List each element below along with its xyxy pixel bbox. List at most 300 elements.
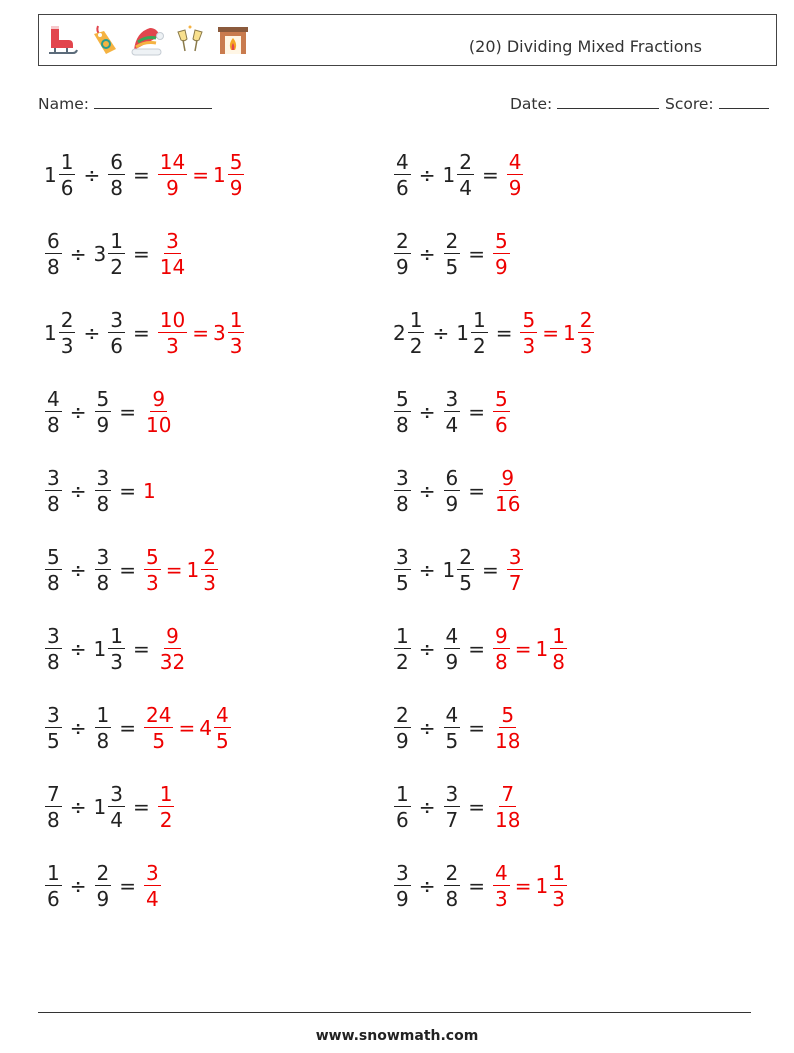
dividend-denominator: 8 (396, 492, 409, 516)
mixed-answer-fraction (214, 705, 231, 751)
answer-numerator: 1 (159, 782, 173, 806)
mixed-answer (213, 310, 245, 356)
problem-row (393, 298, 595, 368)
dividend-numerator: 3 (396, 466, 409, 490)
divisor (443, 547, 475, 593)
mixed-answer-denominator: 8 (552, 650, 565, 674)
mixed-answer-whole: 1 (562, 321, 576, 345)
mixed-answer (187, 547, 219, 593)
problem-row (393, 693, 523, 763)
equals-sign: = (119, 558, 136, 582)
dividend-numerator: 2 (396, 703, 409, 727)
divisor-fraction (444, 231, 461, 277)
divisor-denominator: 8 (96, 729, 110, 753)
dividend-denominator: 9 (396, 255, 409, 279)
dividend (393, 389, 412, 435)
divisor-numerator: 1 (96, 703, 110, 727)
mixed-answer (536, 863, 568, 909)
problem-row (44, 219, 188, 289)
answer (143, 547, 162, 593)
equals-sign: = (192, 321, 209, 345)
divisor-denominator: 9 (445, 492, 459, 516)
answer-fraction (493, 863, 510, 909)
answer-numerator: 5 (501, 703, 515, 727)
dividend-fraction (45, 863, 62, 909)
problem-row (44, 693, 232, 763)
name-field (38, 94, 212, 113)
dividend-numerator: 3 (47, 466, 60, 490)
divisor-fraction (444, 389, 461, 435)
divisor-numerator: 3 (445, 782, 459, 806)
problem-row (44, 851, 162, 921)
divisor-denominator: 5 (459, 571, 472, 595)
divide-sign: ÷ (83, 163, 101, 187)
divide-sign: ÷ (418, 400, 436, 424)
dividend-numerator: 5 (47, 545, 60, 569)
dividend-numerator: 3 (396, 545, 409, 569)
answer (506, 152, 525, 198)
divisor-denominator: 5 (445, 255, 459, 279)
equals-sign: = (192, 163, 209, 187)
answer-numerator: 5 (522, 308, 536, 332)
problem-row (44, 535, 219, 605)
mixed-answer-denominator: 9 (229, 176, 243, 200)
mixed-answer-whole: 1 (186, 558, 200, 582)
divisor-fraction (108, 231, 125, 277)
divide-sign: ÷ (418, 163, 436, 187)
answer-numerator: 4 (508, 150, 522, 174)
answer-fraction (158, 231, 187, 277)
answer (157, 626, 188, 672)
dividend (393, 310, 425, 356)
problem-row (393, 535, 524, 605)
divisor-denominator: 4 (110, 808, 123, 832)
dividend-numerator: 7 (47, 782, 60, 806)
equals-sign: = (132, 637, 150, 661)
dividend (393, 626, 412, 672)
mixed-answer-numerator: 4 (215, 703, 229, 727)
answer-fraction (158, 310, 187, 356)
divisor (94, 468, 113, 514)
mixed-answer (563, 310, 595, 356)
divisor (94, 784, 126, 830)
dividend (393, 231, 412, 277)
equals-sign: = (165, 558, 183, 582)
answer (157, 784, 176, 830)
divisor-denominator: 7 (445, 808, 459, 832)
answer (492, 468, 523, 514)
mixed-answer-numerator: 1 (229, 308, 243, 332)
divisor (443, 152, 475, 198)
divisor (443, 231, 462, 277)
divisor (443, 705, 462, 751)
divide-sign: ÷ (418, 479, 436, 503)
dividend (44, 310, 76, 356)
dividend (44, 705, 63, 751)
divisor (443, 468, 462, 514)
divisor-whole: 1 (93, 637, 107, 661)
divisor-whole: 3 (93, 242, 107, 266)
dividend-fraction (45, 705, 62, 751)
dividend-numerator: 1 (409, 308, 423, 332)
answer-numerator: 9 (166, 624, 179, 648)
dividend-numerator: 4 (47, 387, 60, 411)
mixed-answer-numerator: 1 (552, 861, 565, 885)
date-label: Date: (510, 95, 553, 113)
answer (157, 231, 188, 277)
mixed-answer-denominator: 3 (229, 334, 243, 358)
dividend (393, 547, 412, 593)
divisor-fraction (108, 152, 125, 198)
divisor (443, 784, 462, 830)
divisor-numerator: 2 (445, 861, 459, 885)
dividend-denominator: 6 (396, 176, 409, 200)
answer-denominator: 16 (495, 492, 521, 516)
divisor-fraction (95, 468, 112, 514)
equals-sign: = (119, 479, 136, 503)
divisor-numerator: 3 (110, 782, 123, 806)
answer-fraction (144, 705, 173, 751)
divisor-denominator: 8 (96, 492, 110, 516)
answer (492, 626, 511, 672)
answer-whole: 1 (143, 479, 156, 503)
mixed-answer-whole: 4 (199, 716, 212, 740)
divisor (94, 547, 113, 593)
divisor (443, 863, 462, 909)
divisor (94, 863, 113, 909)
dividend-denominator: 8 (396, 413, 409, 437)
problem-row (393, 140, 524, 210)
divisor-denominator: 9 (96, 413, 110, 437)
problem-row (393, 851, 568, 921)
answer (492, 863, 511, 909)
equals-sign: = (481, 558, 499, 582)
problem-row (44, 298, 245, 368)
date-blank[interactable] (557, 94, 659, 109)
dividend (44, 152, 76, 198)
mixed-answer-numerator: 1 (552, 624, 565, 648)
answer-denominator: 8 (495, 650, 508, 674)
mixed-answer-whole: 1 (535, 637, 549, 661)
dividend (44, 547, 63, 593)
equals-sign: = (468, 795, 485, 819)
answer (157, 310, 188, 356)
divisor-fraction (444, 705, 461, 751)
problem-row (393, 219, 511, 289)
problem-row (393, 456, 523, 526)
answer-fraction (507, 152, 524, 198)
divisor-numerator: 3 (96, 466, 110, 490)
answer-denominator: 9 (166, 176, 179, 200)
answer-numerator: 3 (166, 229, 179, 253)
problem-row (44, 456, 157, 526)
answer-denominator: 6 (495, 413, 508, 437)
dividend-denominator: 2 (409, 334, 423, 358)
dividend-numerator: 1 (396, 624, 409, 648)
divisor-fraction (444, 468, 461, 514)
answer-fraction (158, 152, 187, 198)
dividend-denominator: 6 (396, 808, 409, 832)
divisor-fraction (108, 784, 125, 830)
equals-sign: = (132, 321, 150, 345)
divisor-fraction (457, 152, 474, 198)
dividend-fraction (45, 784, 62, 830)
mixed-answer-fraction (228, 152, 245, 198)
dividend (44, 863, 63, 909)
answer-numerator: 24 (146, 703, 172, 727)
equals-sign: = (514, 637, 532, 661)
dividend (44, 231, 63, 277)
dividend-denominator: 5 (47, 729, 60, 753)
dividend-denominator: 8 (47, 492, 60, 516)
dividend-numerator: 2 (60, 308, 74, 332)
answer-numerator: 3 (146, 861, 159, 885)
dividend-whole: 1 (44, 163, 57, 187)
divide-sign: ÷ (418, 558, 436, 582)
answer-numerator: 5 (495, 387, 508, 411)
dividend-fraction (394, 863, 411, 909)
divisor-denominator: 6 (110, 334, 123, 358)
dividend-fraction (394, 389, 411, 435)
score-blank[interactable] (719, 94, 769, 109)
equals-sign: = (542, 321, 559, 345)
equals-sign: = (468, 874, 485, 898)
equals-sign: = (468, 479, 485, 503)
dividend-numerator: 1 (60, 150, 74, 174)
divide-sign: ÷ (69, 479, 87, 503)
dividend (44, 468, 63, 514)
divisor-whole: 1 (442, 558, 456, 582)
answer-denominator: 7 (508, 571, 522, 595)
dividend-denominator: 2 (396, 650, 409, 674)
divisor-numerator: 4 (445, 703, 459, 727)
divisor (107, 310, 126, 356)
dividend-numerator: 3 (396, 861, 409, 885)
equals-sign: = (119, 716, 136, 740)
answer (519, 310, 538, 356)
answer-numerator: 3 (508, 545, 522, 569)
divisor-fraction (108, 626, 125, 672)
equals-sign: = (481, 163, 499, 187)
mixed-answer (536, 626, 568, 672)
divisor (94, 231, 126, 277)
dividend-fraction (45, 389, 62, 435)
mixed-answer-numerator: 5 (229, 150, 243, 174)
mixed-answer-numerator: 2 (203, 545, 216, 569)
dividend-denominator: 9 (396, 729, 409, 753)
divide-sign: ÷ (69, 242, 87, 266)
divisor-whole: 1 (442, 163, 456, 187)
mixed-answer-numerator: 2 (579, 308, 593, 332)
divisor-fraction (95, 863, 112, 909)
answer-denominator: 2 (159, 808, 173, 832)
mixed-answer-fraction (550, 863, 567, 909)
dividend-whole: 1 (44, 321, 57, 345)
divide-sign: ÷ (69, 716, 87, 740)
divide-sign: ÷ (418, 242, 436, 266)
answer-numerator: 14 (159, 150, 186, 174)
problem-row (44, 377, 174, 447)
answer-numerator: 7 (501, 782, 515, 806)
footer-url[interactable]: www.snowmath.com (315, 1028, 479, 1044)
dividend-numerator: 6 (47, 229, 60, 253)
divisor-whole: 1 (456, 321, 469, 345)
divisor-denominator: 2 (110, 255, 123, 279)
dividend-fraction (59, 152, 76, 198)
answer-denominator: 10 (146, 413, 172, 437)
answer-fraction (144, 547, 161, 593)
answer-numerator: 4 (495, 861, 508, 885)
dividend-numerator: 1 (47, 861, 60, 885)
dividend (393, 152, 412, 198)
divide-sign: ÷ (418, 637, 436, 661)
mixed-answer (213, 152, 245, 198)
divide-sign: ÷ (69, 637, 87, 661)
dividend-numerator: 5 (396, 387, 409, 411)
answer-denominator: 14 (159, 255, 186, 279)
answer (492, 784, 523, 830)
score-field (665, 94, 769, 113)
divisor-numerator: 1 (472, 308, 486, 332)
mixed-answer-denominator: 3 (203, 571, 216, 595)
divisor-numerator: 2 (459, 545, 472, 569)
dividend (393, 468, 412, 514)
divide-sign: ÷ (418, 874, 436, 898)
mixed-answer (199, 705, 231, 751)
dividend-denominator: 6 (47, 887, 60, 911)
answer-denominator: 9 (495, 255, 508, 279)
divisor-numerator: 1 (110, 624, 123, 648)
equals-sign: = (132, 242, 150, 266)
divide-sign: ÷ (83, 321, 101, 345)
mixed-answer-whole: 3 (212, 321, 226, 345)
equals-sign: = (468, 716, 485, 740)
answer (492, 705, 523, 751)
divisor-fraction (108, 310, 125, 356)
dividend (44, 784, 63, 830)
divisor-fraction (444, 626, 461, 672)
answer-numerator: 9 (152, 387, 166, 411)
divisor-denominator: 2 (472, 334, 486, 358)
answer-fraction (493, 626, 510, 672)
dividend-fraction (45, 547, 62, 593)
fireplace-icon (215, 22, 251, 58)
name-blank[interactable] (94, 94, 212, 109)
divisor-denominator: 4 (459, 176, 472, 200)
divide-sign: ÷ (418, 716, 436, 740)
mixed-answer-denominator: 5 (215, 729, 229, 753)
dividend-numerator: 3 (47, 703, 60, 727)
divide-sign: ÷ (69, 874, 87, 898)
divide-sign: ÷ (69, 558, 87, 582)
equals-sign: = (468, 637, 485, 661)
divisor (456, 310, 488, 356)
divisor-fraction (444, 784, 461, 830)
ice-skate-icon (43, 22, 79, 58)
dividend-denominator: 3 (60, 334, 74, 358)
score-label: Score: (665, 95, 714, 113)
dividend-fraction (394, 231, 411, 277)
dividend-fraction (394, 626, 411, 672)
answer-fraction (493, 784, 522, 830)
dividend-fraction (394, 784, 411, 830)
dividend-numerator: 1 (396, 782, 409, 806)
mixed-answer-denominator: 3 (579, 334, 593, 358)
footer-divider (38, 1012, 751, 1013)
answer-numerator: 9 (501, 466, 515, 490)
equals-sign: = (132, 795, 150, 819)
dividend-denominator: 5 (396, 571, 409, 595)
dividend-fraction (394, 152, 411, 198)
answer (492, 231, 511, 277)
divisor-fraction (95, 705, 112, 751)
divisor-numerator: 6 (110, 150, 123, 174)
dividend-whole: 2 (393, 321, 406, 345)
answer-numerator: 5 (495, 229, 508, 253)
equals-sign: = (468, 242, 485, 266)
divide-sign: ÷ (69, 795, 87, 819)
answer-denominator: 9 (508, 176, 522, 200)
answer (492, 389, 511, 435)
divisor-numerator: 1 (110, 229, 123, 253)
equals-sign: = (178, 716, 196, 740)
dividend-denominator: 8 (47, 808, 60, 832)
answer-fraction (144, 863, 161, 909)
answer-fraction (493, 705, 522, 751)
divisor-fraction (444, 863, 461, 909)
equals-sign: = (495, 321, 513, 345)
divisor (94, 389, 113, 435)
equals-sign: = (468, 400, 485, 424)
answer (143, 863, 162, 909)
answer (143, 389, 174, 435)
equals-sign: = (514, 874, 532, 898)
divisor-numerator: 2 (445, 229, 459, 253)
answer-numerator: 10 (159, 308, 186, 332)
answer-fraction (158, 784, 175, 830)
mixed-answer-fraction (550, 626, 567, 672)
dividend-fraction (408, 310, 425, 356)
answer-denominator: 4 (146, 887, 159, 911)
dividend-fraction (394, 705, 411, 751)
dividend-denominator: 8 (47, 650, 60, 674)
divide-sign: ÷ (69, 400, 87, 424)
dividend-fraction (45, 626, 62, 672)
divisor-numerator: 4 (445, 624, 459, 648)
divisor (94, 705, 113, 751)
divisor-numerator: 5 (96, 387, 110, 411)
divisor (443, 626, 462, 672)
dividend (393, 784, 412, 830)
dividend (44, 626, 63, 672)
problem-row (44, 614, 188, 684)
divisor-denominator: 9 (445, 650, 459, 674)
divisor-fraction (457, 547, 474, 593)
divisor-numerator: 3 (445, 387, 459, 411)
answer-fraction (493, 468, 522, 514)
worksheet-title: (20) Dividing Mixed Fractions (468, 37, 702, 56)
mixed-answer-fraction (578, 310, 595, 356)
divisor-whole: 1 (93, 795, 107, 819)
divisor-denominator: 8 (445, 887, 459, 911)
divisor-numerator: 2 (459, 150, 472, 174)
mixed-answer-whole: 1 (212, 163, 226, 187)
dividend-denominator: 8 (47, 571, 60, 595)
divisor-fraction (95, 547, 112, 593)
problem-row (393, 772, 523, 842)
dividend (393, 705, 412, 751)
divisor-numerator: 6 (445, 466, 459, 490)
